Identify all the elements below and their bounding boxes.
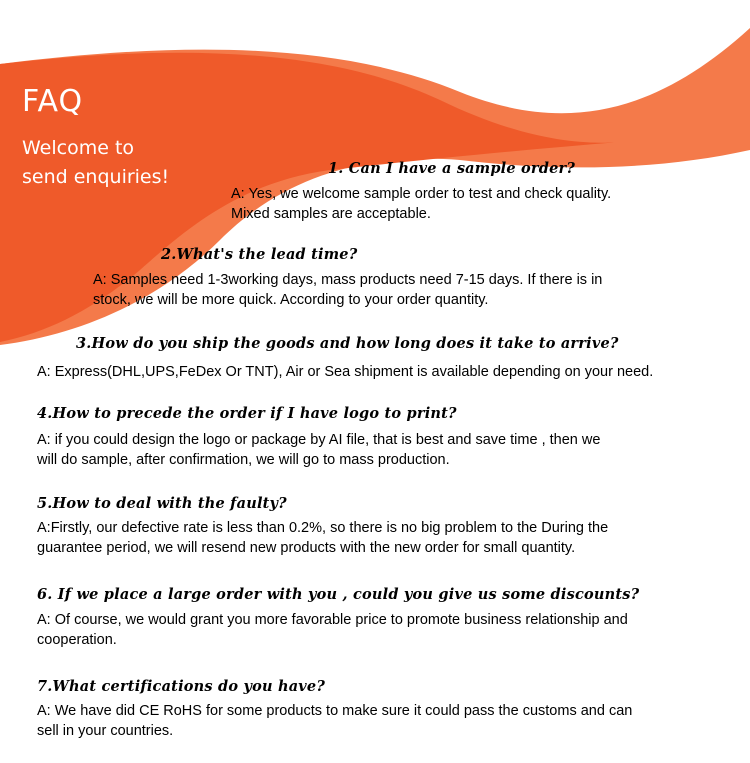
faq-answer-4: A: if you could design the logo or package by AI file, that is best and save time , then we will do sample, after confirmation, we will go to mass production.: [37, 432, 601, 468]
welcome-subtitle: Welcome to send enquiries!: [22, 137, 170, 188]
faq-answer-1: A: Yes, we welcome sample order to test and check quality. Mixed samples are acceptable.: [231, 186, 612, 222]
faq-answer-3: A: Express(DHL,UPS,FeDex Or TNT), Air or Sea shipment is available depending on your need.: [37, 364, 654, 380]
faq-answer-7: A: We have did CE RoHS for some products to make sure it could pass the customs and can sell in your countries.: [37, 703, 633, 739]
faq-question-4: 4.How to precede the order if I have logo to print?: [37, 405, 457, 422]
faq-answer-5: A:Firstly, our defective rate is less than 0.2%, so there is no big problem to the During the guarantee period, we will resend new products with the new order for small quantity.: [37, 520, 609, 556]
faq-answer-2: A: Samples need 1-3working days, mass products need 7-15 days. If there is in stock, we will be more quick. According to your order quantity.: [93, 272, 603, 308]
faq-title: FAQ: [22, 84, 84, 119]
faq-question-1: 1. Can I have a sample order?: [328, 160, 576, 177]
faq-question-6: 6. If we place a large order with you , could you give us some discounts?: [37, 586, 640, 603]
faq-question-3: 3.How do you ship the goods and how long does it take to arrive?: [76, 335, 619, 352]
faq-answer-6: A: Of course, we would grant you more favorable price to promote business relationship and cooperation.: [37, 612, 628, 648]
faq-question-2: 2.What's the lead time?: [161, 246, 358, 263]
faq-question-7: 7.What certifications do you have?: [37, 678, 326, 695]
faq-question-5: 5.How to deal with the faulty?: [37, 495, 287, 512]
